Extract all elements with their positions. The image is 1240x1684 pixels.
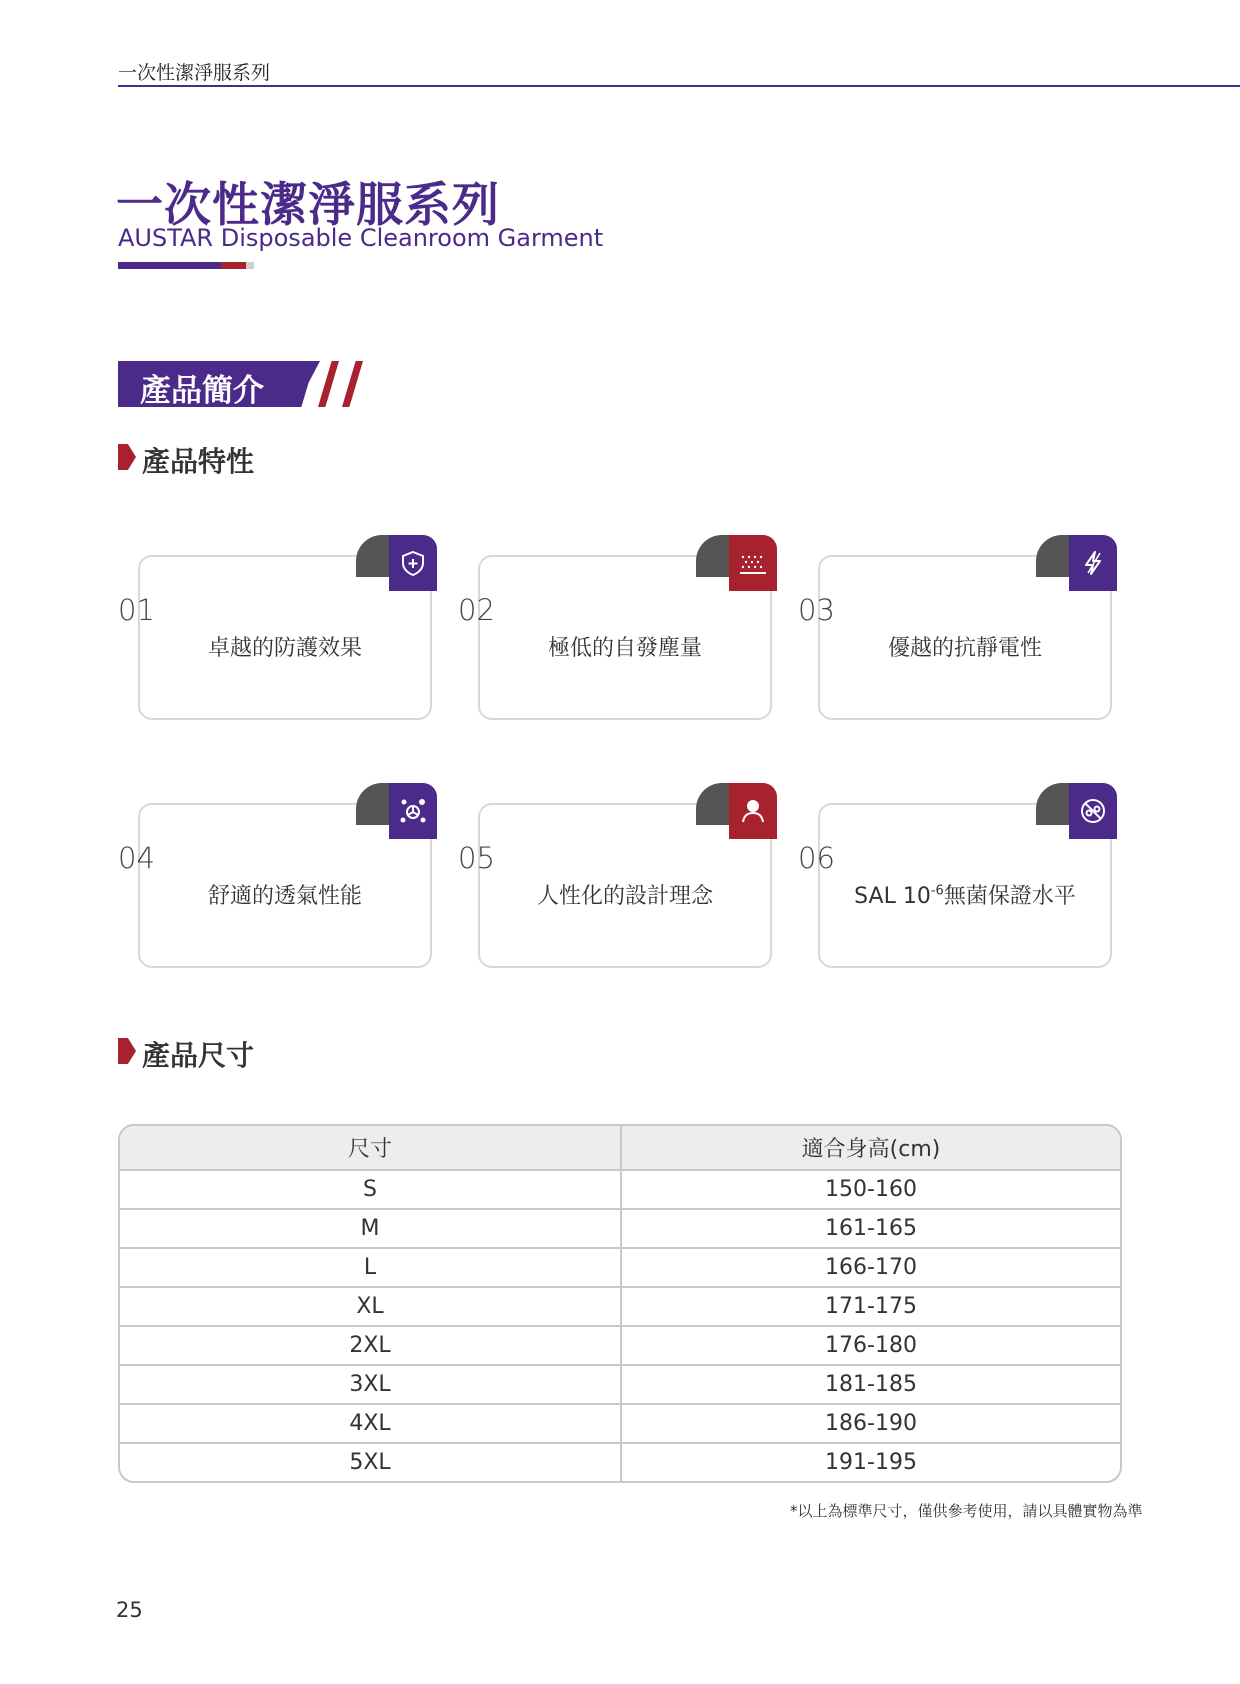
- column-header-height: 適合身高(cm): [620, 1126, 1120, 1169]
- size-table: [118, 1124, 1122, 1483]
- feature-number: 05: [458, 841, 495, 875]
- size-cell: 3XL: [349, 1372, 391, 1397]
- feature-number: 02: [458, 593, 495, 627]
- feature-card: [118, 535, 418, 720]
- height-cell: 166-170: [620, 1249, 1120, 1286]
- table-row: [120, 1208, 1120, 1247]
- size-cell: 4XL: [349, 1411, 391, 1436]
- feature-number: 04: [118, 841, 155, 875]
- page-subtitle: AUSTAR Disposable Cleanroom Garment: [118, 224, 604, 252]
- feature-card: [798, 783, 1098, 968]
- feature-label: 極低的自發塵量: [547, 636, 702, 661]
- section-banner: [118, 361, 378, 407]
- sterile-icon: [1069, 783, 1117, 839]
- feature-number: 01: [118, 593, 155, 627]
- lightning-icon: [1069, 535, 1117, 591]
- height-cell: 176-180: [620, 1327, 1120, 1364]
- size-cell: S: [363, 1177, 377, 1202]
- table-row: [120, 1325, 1120, 1364]
- table-row: [120, 1364, 1120, 1403]
- height-cell: 150-160: [620, 1171, 1120, 1208]
- table-row: [120, 1286, 1120, 1325]
- airflow-icon: [389, 783, 437, 839]
- table-row: [120, 1403, 1120, 1442]
- feature-number: 06: [798, 841, 835, 875]
- heading-flag-icon: [118, 1038, 136, 1064]
- feature-label: 卓越的防護效果: [207, 636, 362, 661]
- feature-card: [458, 783, 758, 968]
- slash-decoration: [318, 361, 339, 407]
- feature-label: 優越的抗靜電性: [887, 636, 1042, 661]
- heading-flag-icon: [118, 444, 136, 470]
- table-row: [120, 1442, 1120, 1481]
- size-cell: L: [363, 1255, 377, 1280]
- feature-label: 人性化的設計理念: [536, 884, 713, 909]
- size-cell: XL: [356, 1294, 384, 1319]
- feature-label: SAL $10^{-6}$無菌保證水平: [854, 883, 1076, 909]
- size-cell: 2XL: [349, 1333, 391, 1358]
- height-cell: 186-190: [620, 1405, 1120, 1442]
- column-header-size: 尺寸: [347, 1137, 392, 1162]
- height-cell: 171-175: [620, 1288, 1120, 1325]
- shield-icon: [389, 535, 437, 591]
- title-accent-bar: [118, 262, 254, 269]
- page-title: 一次性潔淨服系列: [116, 178, 500, 233]
- section-banner-label: 產品簡介: [140, 373, 264, 409]
- size-footnote: *以上為標準尺寸，僅供參考使用，請以具體實物為準: [790, 1502, 1143, 1520]
- height-cell: 181-185: [620, 1366, 1120, 1403]
- slash-decoration: [342, 361, 363, 407]
- height-cell: 161-165: [620, 1210, 1120, 1247]
- feature-number: 03: [798, 593, 835, 627]
- particle-icon: [729, 535, 777, 591]
- feature-card: [458, 535, 758, 720]
- running-header: 一次性潔淨服系列: [118, 62, 271, 84]
- page-number: 25: [116, 1598, 143, 1622]
- feature-card: [118, 783, 418, 968]
- table-row: [120, 1247, 1120, 1286]
- header-divider: [118, 85, 1240, 87]
- person-icon: [729, 783, 777, 839]
- size-cell: M: [360, 1216, 380, 1241]
- size-cell: 5XL: [349, 1450, 391, 1475]
- height-cell: 191-195: [620, 1444, 1120, 1481]
- table-header-row: [120, 1126, 1120, 1169]
- feature-label: 舒適的透氣性能: [207, 884, 362, 909]
- feature-card: [798, 535, 1098, 720]
- table-row: [120, 1169, 1120, 1208]
